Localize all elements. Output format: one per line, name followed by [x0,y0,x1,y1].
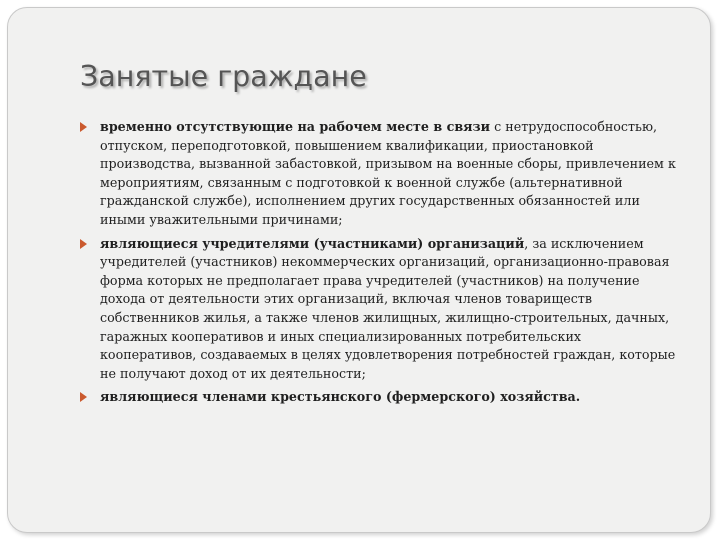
list-item [80,235,680,384]
list-item [80,118,680,230]
item-bold-text: временно отсутствующие на рабочем месте в связи [100,119,491,134]
bullet-list [80,118,680,412]
item-bold-text: являющиеся учредителями (участниками) организаций [100,235,525,251]
bullet-arrow-icon [80,392,87,402]
slide-title: Занятые граждане [80,60,367,93]
list-item [80,388,680,407]
item-text: с нетрудоспособностью, отпуском, переподготовкой, повышением квалификации, приостановкой производства, вызванной забастовкой, призывом на военные сборы, привлечением к мероприятиям, связанным с подготовкой к военной службе (альтернативной гражданской службе), исполнением других государственных обязанностей или иными уважительными причинами; [100,119,676,227]
bullet-arrow-icon [80,239,87,249]
item-bold-text: являющиеся членами крестьянского (фермерского) хозяйства. [100,389,581,405]
item-text: , за исключением учредителей (участников) некоммерческих организаций, организационно-правовая форма которых не предполагает права учредителей (участников) на получение дохода от деятельности этих организаций, включая членов товариществ собственников жилья, а также членов жилищных, жилищно-строительных, дачных, гаражных кооперативов и иных специализированных потребительских кооперативов, создаваемых в целях удовлетворения потребностей граждан, которые не получают доход от их деятельности; [100,235,676,381]
bullet-arrow-icon [80,122,87,132]
